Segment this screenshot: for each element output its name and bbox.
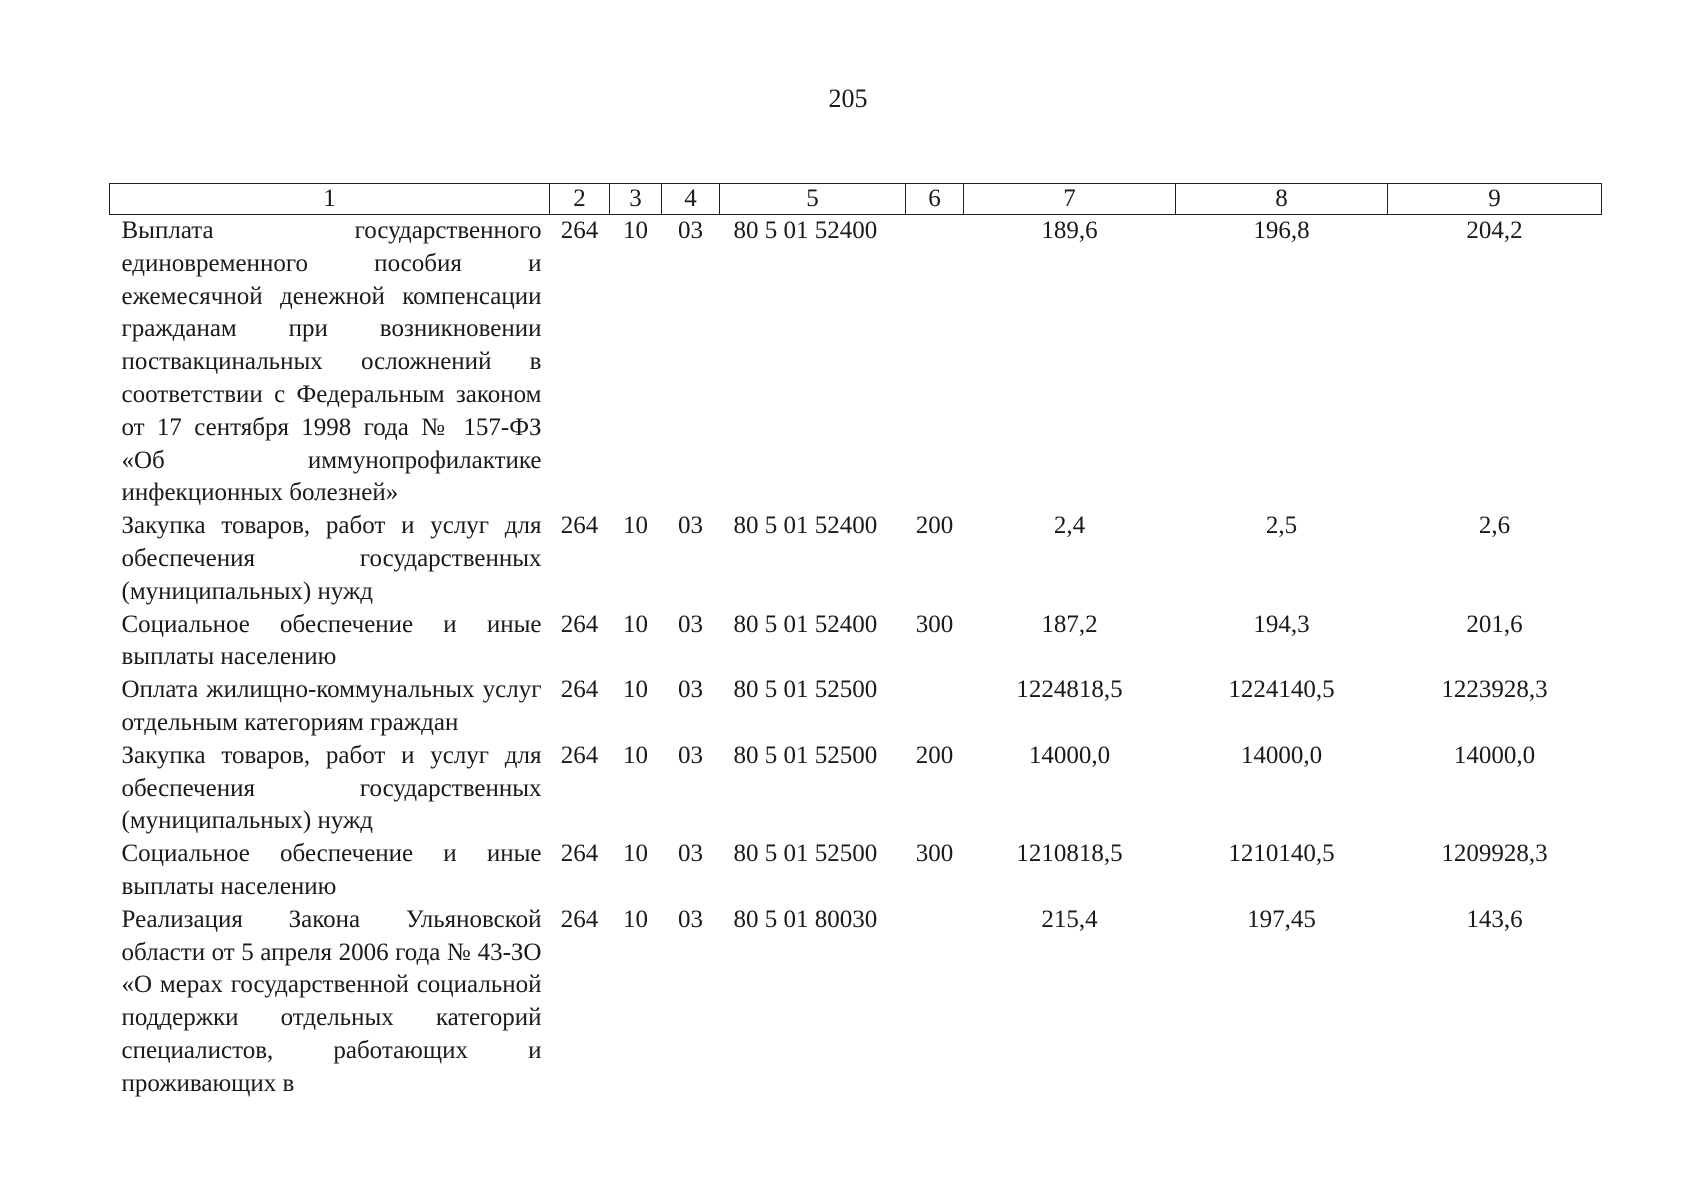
row-name: Выплата государственного единовременного пособия и ежемесячной денежной компенсации гражданам при возникновении поствакцинальных осложнений в соответствии с Федеральным законом от 17 сентября 1998 года № 157-ФЗ «Об иммунопрофилактике инфекционных болезней» [121,217,542,507]
cell-subsection: 03 [678,676,703,704]
cell-subsection: 03 [678,512,703,540]
page-number: 205 [828,84,868,113]
table-row [110,510,1602,608]
budget-table [109,183,1602,1101]
cell-amount-col9: 2,6 [1478,512,1511,540]
cell-expense-type: 200 [915,512,954,540]
cell-section: 10 [623,676,648,704]
cell-amount-col7: 215,4 [1041,905,1098,933]
cell-amount-col9: 204,2 [1466,217,1523,244]
cell-amount-col9: 14000,0 [1453,741,1536,769]
cell-ministry-code: 264 [560,610,599,638]
header-col-9: 9 [1388,184,1602,215]
cell-target-code: 80 5 01 52400 [733,217,878,244]
cell-section: 10 [623,741,648,769]
cell-amount-col7: 1224818,5 [1016,676,1123,704]
cell-section: 10 [623,512,648,540]
row-name: Социальное обеспечение и иные выплаты населению [121,610,542,671]
cell-section: 10 [623,905,648,933]
header-col-3: 3 [610,184,662,215]
row-name: Закупка товаров, работ и услуг для обеспечения государственных (муниципальных) нужд [121,741,542,835]
cell-expense-type [906,674,964,740]
cell-ministry-code: 264 [560,217,599,244]
header-col-2: 2 [550,184,610,215]
cell-amount-col8: 196,8 [1253,217,1310,244]
cell-amount-col9: 1209928,3 [1441,840,1548,868]
table-row [110,740,1602,838]
cell-ministry-code: 264 [560,905,599,933]
table-body [110,215,1602,1101]
cell-amount-col8: 194,3 [1253,610,1310,638]
cell-target-code: 80 5 01 80030 [733,905,878,933]
row-name: Оплата жилищно-коммунальных услуг отдельным категориям граждан [121,676,542,736]
row-name: Реализация Закона Ульяновской области от 5 апреля 2006 года № 43-ЗО «О мерах государственной социальной поддержки отдельных категорий специалистов, работающих и проживающих в [121,905,542,1097]
cell-amount-col7: 1210818,5 [1016,840,1123,868]
cell-expense-type [906,904,964,1101]
table-row [110,904,1602,1101]
cell-section: 10 [623,840,648,868]
header-row [110,184,1602,215]
cell-target-code: 80 5 01 52400 [733,610,878,638]
cell-ministry-code: 264 [560,741,599,769]
cell-amount-col7: 187,2 [1041,610,1098,638]
header-col-5: 5 [720,184,906,215]
cell-amount-col9: 201,6 [1466,610,1523,638]
cell-amount-col8: 1210140,5 [1228,840,1335,868]
cell-ministry-code: 264 [560,676,599,704]
header-col-8: 8 [1176,184,1388,215]
table-header [110,184,1602,215]
cell-target-code: 80 5 01 52500 [733,676,878,704]
cell-subsection: 03 [678,610,703,638]
header-col-4: 4 [662,184,720,215]
cell-amount-col8: 197,45 [1247,905,1316,933]
cell-amount-col8: 14000,0 [1240,741,1323,769]
table-row [110,609,1602,675]
cell-amount-col8: 1224140,5 [1228,676,1335,704]
cell-amount-col9: 143,6 [1466,905,1523,933]
header-col-6: 6 [906,184,964,215]
cell-target-code: 80 5 01 52500 [733,840,878,868]
cell-expense-type: 300 [915,840,954,868]
row-name: Закупка товаров, работ и услуг для обеспечения государственных (муниципальных) нужд [121,512,542,605]
header-col-7: 7 [964,184,1176,215]
cell-subsection: 03 [678,840,703,868]
table-row [110,674,1602,740]
cell-amount-col9: 1223928,3 [1441,676,1548,704]
cell-section: 10 [623,217,648,244]
cell-target-code: 80 5 01 52400 [733,512,878,540]
cell-amount-col8: 2,5 [1265,512,1298,540]
cell-section: 10 [623,610,648,638]
budget-table-container [109,183,1602,1101]
cell-subsection: 03 [678,217,703,244]
header-col-1: 1 [110,184,550,215]
cell-amount-col7: 2,4 [1053,512,1086,540]
row-name: Социальное обеспечение и иные выплаты населению [121,840,542,900]
cell-expense-type [906,215,964,511]
cell-subsection: 03 [678,905,703,933]
cell-expense-type: 200 [915,741,954,769]
cell-ministry-code: 264 [560,512,599,540]
table-row [110,838,1602,904]
table-row [110,215,1602,511]
cell-expense-type: 300 [915,610,954,638]
cell-ministry-code: 264 [560,840,599,868]
cell-subsection: 03 [678,741,703,769]
cell-target-code: 80 5 01 52500 [733,741,878,769]
cell-amount-col7: 14000,0 [1028,741,1111,769]
cell-amount-col7: 189,6 [1041,217,1098,244]
